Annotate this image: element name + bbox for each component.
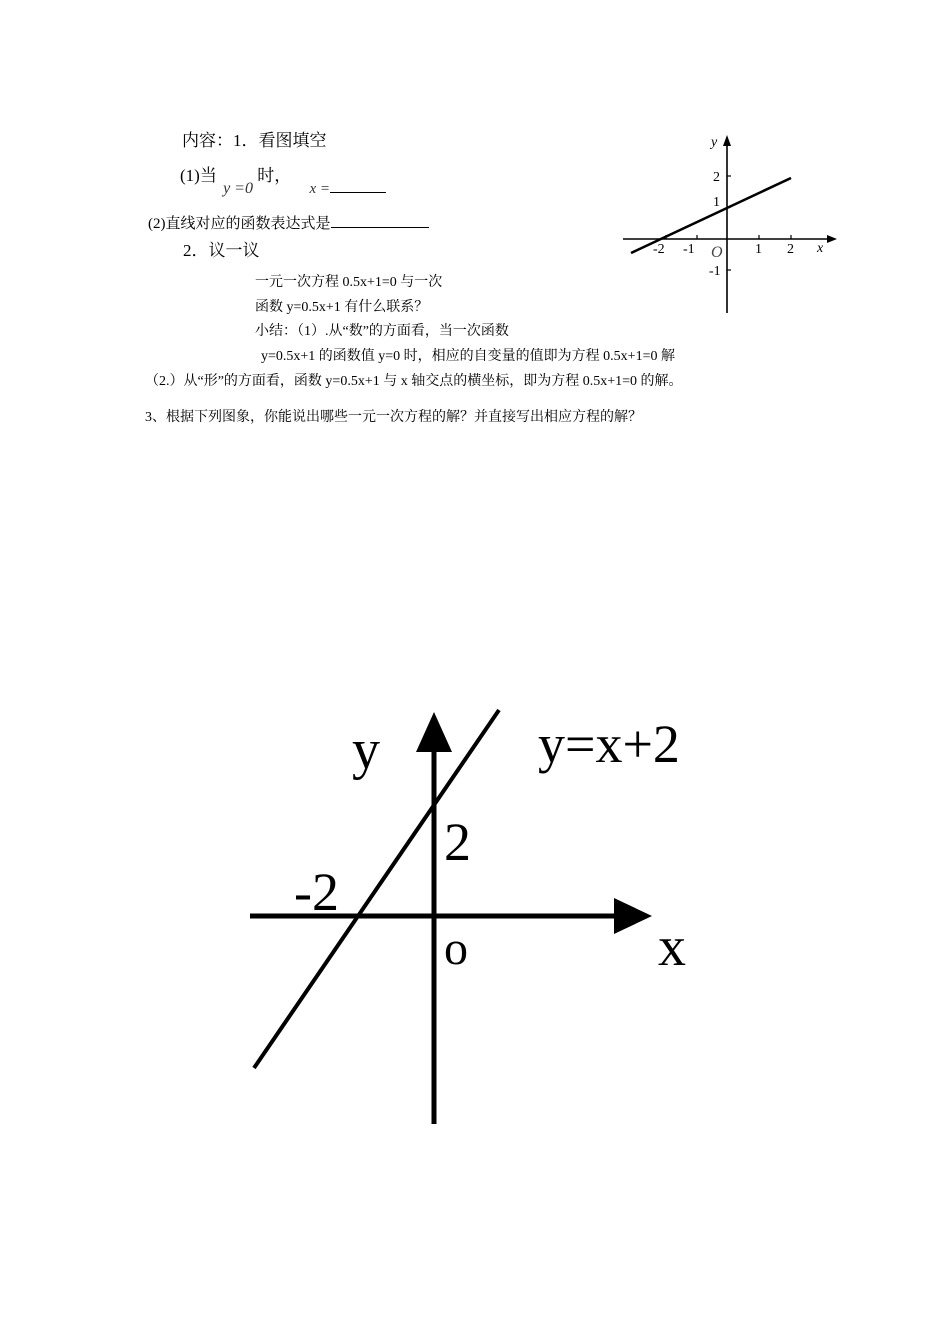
q2-answer-blank[interactable] <box>331 213 429 228</box>
graph-small-xtick-label: 1 <box>755 242 762 257</box>
graph-large-x-label: x <box>658 916 686 978</box>
graph-small <box>615 128 845 320</box>
graph-large-y-arrow <box>416 712 452 752</box>
content-heading: 内容：1．看图填空 <box>182 131 327 150</box>
discuss-line-1: 一元一次方程 0.5x+1=0 与一次 <box>255 275 443 290</box>
summary-line-2: y=0.5x+1 的函数值 y=0 时，相应的自变量的值即为方程 0.5x+1=0 解 <box>261 349 675 364</box>
graph-small-xtick-label: 2 <box>787 242 794 257</box>
graph-small-y-arrow <box>723 135 731 146</box>
graph-large-equation: y=x+2 <box>538 714 680 774</box>
section-2-heading: 2．议一议 <box>183 241 260 260</box>
discuss-line-2: 函数 y=0.5x+1 有什么联系？ <box>255 300 429 315</box>
graph-large <box>240 700 720 1130</box>
question-2 <box>148 212 429 233</box>
summary-line-3: （2.）从“形”的方面看，函数 y=0.5x+1 与 x 轴交点的横坐标，即为方程 0.5x+1=0 的解。 <box>145 374 683 389</box>
q1-var: x = <box>309 181 331 197</box>
graph-large-y-intercept: 2 <box>444 812 471 872</box>
graph-small-y-label: y <box>711 135 718 150</box>
q1-answer-blank[interactable] <box>330 178 386 193</box>
summary-line-1: 小结：（1）.从“数”的方面看，当一次函数 <box>255 324 509 339</box>
graph-small-xtick-label: -1 <box>683 242 695 257</box>
graph-small-ytick-label: -1 <box>709 264 721 279</box>
q2-text: (2)直线对应的函数表达式是 <box>148 216 331 232</box>
graph-small-ytick-label: 2 <box>713 170 720 185</box>
graph-large-y-label: y <box>352 719 380 781</box>
graph-small-ytick-label: 1 <box>713 195 720 210</box>
graph-large-x-arrow <box>614 898 652 934</box>
q1-prefix: (1)当 <box>180 166 217 185</box>
graph-large-origin: o <box>444 922 468 975</box>
graph-small-x-arrow <box>827 235 837 243</box>
q1-condition: y =0 <box>223 180 253 197</box>
graph-large-x-intercept: -2 <box>294 862 339 922</box>
graph-small-origin: O <box>711 244 723 261</box>
q1-mid: 时， <box>257 166 292 185</box>
graph-small-x-label: x <box>817 241 824 256</box>
graph-small-xtick-label: -2 <box>653 242 665 257</box>
question-1 <box>180 161 386 197</box>
question-3: 3、根据下列图象，你能说出哪些一元一次方程的解？并直接写出相应方程的解？ <box>145 410 642 425</box>
